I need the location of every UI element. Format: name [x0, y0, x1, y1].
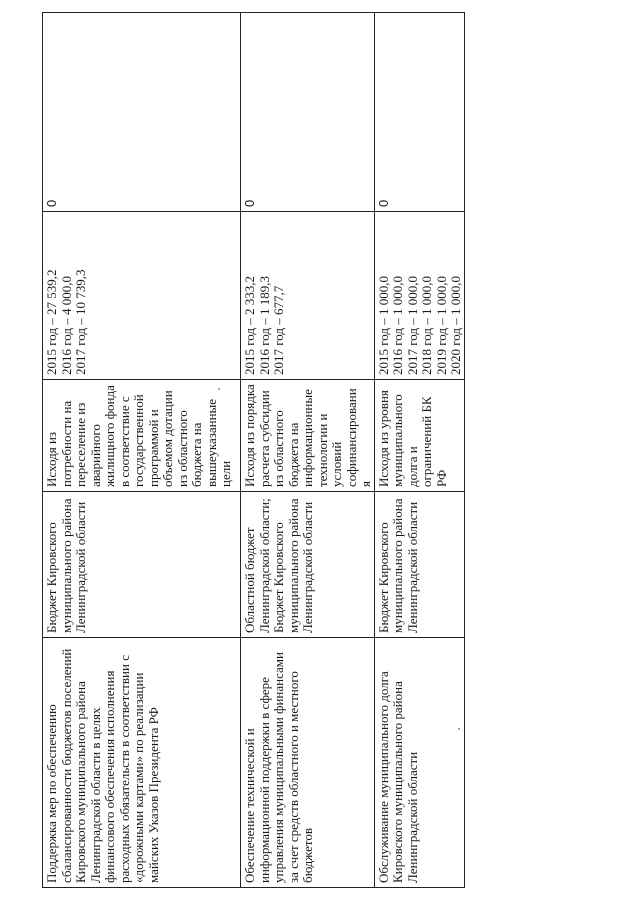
amounts-cell [374, 212, 464, 380]
table-row [241, 13, 375, 888]
amount-line: 2015 год – 2 333,2 [242, 276, 257, 375]
value-cell: 0 [241, 13, 375, 212]
calculation-basis-cell: Исходя из порядка расчета субсидии из областного бюджета на информационные технологии и условий софинансирования [241, 380, 375, 492]
value-cell: 0 [43, 13, 241, 212]
rotated-document-page [42, 12, 463, 888]
amounts-cell [241, 212, 375, 380]
calculation-basis-cell: Исходя из потребности на переселение из аварийного жилищного фонда в соответствие с государственной программой и объемом дотации из областного бюджета на вышеуказанные цели [43, 380, 241, 492]
amount-line: 2018 год – 1 000,0 [419, 276, 434, 375]
funding-source-cell: Областной бюджет Ленинградской области; Бюджет Кировского муниципального района Ленинградской области [241, 492, 375, 638]
amount-line: 2017 год – 1 000,0 [404, 276, 420, 375]
measure-name-cell: Обслуживание муниципального долга Кировского муниципального района Ленинградской области [374, 638, 464, 888]
amount-line: 2015 год – 27 539,2 [44, 269, 59, 375]
amount-line: 2015 год – 1 000,0 [375, 276, 391, 375]
funding-table [42, 12, 465, 888]
amounts-cell [43, 212, 241, 380]
measure-name-cell: Обеспечение технической и информационной поддержки в сфере управления муниципальными финансами за счет средств областного и местного бюджетов [241, 638, 375, 888]
amount-line: 2016 год – 1 000,0 [390, 276, 405, 375]
amount-line: 2016 год – 1 189,3 [256, 276, 272, 375]
table-row [374, 13, 464, 888]
calculation-basis-cell: Исходя из уровня муниципального долга и ограничений БК РФ [374, 380, 464, 492]
value-cell: 0 [374, 13, 464, 212]
amount-line: 2020 год – 1 000,0 [448, 276, 463, 375]
amount-line: 2017 год – 10 739,3 [73, 269, 88, 375]
amount-line: 2019 год – 1 000,0 [433, 276, 449, 375]
funding-source-cell: Бюджет Кировского муниципального района Ленинградской области [374, 492, 464, 638]
scan-speck [218, 388, 220, 390]
amount-line: 2016 год – 4 000,0 [58, 276, 74, 375]
amount-line: 2017 год – 677,7 [271, 285, 286, 375]
table-row [43, 13, 241, 888]
measure-name-cell: Поддержка мер по обеспечению сбалансированности бюджетов поселений Кировского муниципального района Ленинградской области в целях финансового обеспечения исполнения расходных обязательств в соответствии с «дорожными картами» по реализации майских Указов Президента РФ [43, 638, 241, 888]
scan-speck [458, 728, 460, 730]
funding-source-cell: Бюджет Кировского муниципального района Ленинградской области [43, 492, 241, 638]
